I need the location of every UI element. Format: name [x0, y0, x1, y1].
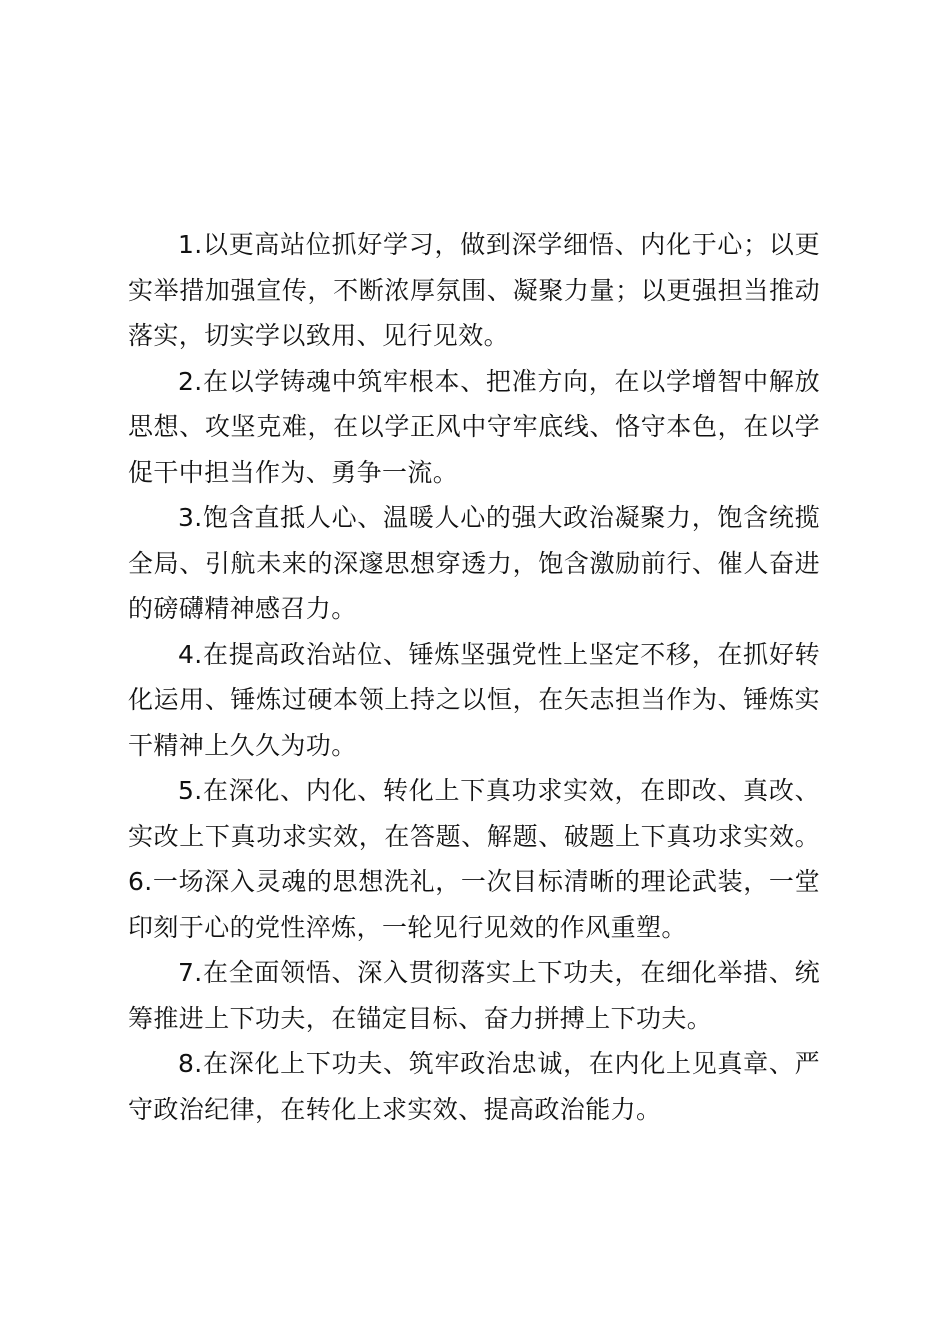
paragraph-2: 2.在以学铸魂中筑牢根本、把准方向，在以学增智中解放思想、攻坚克难，在以学正风中守牢底线、恪守本色，在以学促干中担当作为、勇争一流。: [128, 366, 820, 487]
paragraph-5: 5.在深化、内化、转化上下真功求实效，在即改、真改、实改上下真功求实效，在答题、解题、破题上下真功求实效。6.一场深入灵魂的思想洗礼，一次目标清晰的理论武装，一堂印刻于心的党性淬炼，一轮见行见效的作风重塑。: [128, 776, 820, 942]
paragraph-1: 1.以更高站位抓好学习，做到深学细悟、内化于心；以更实举措加强宣传，不断浓厚氛围、凝聚力量；以更强担当推动落实，切实学以致用、见行见效。: [128, 230, 820, 350]
document-body: [128, 222, 820, 1132]
paragraph-3: 3.饱含直抵人心、温暖人心的强大政治凝聚力，饱含统揽全局、引航未来的深邃思想穿透力，饱含激励前行、催人奋进的磅礴精神感召力。: [128, 503, 820, 623]
paragraph-7: 7.在全面领悟、深入贯彻落实上下功夫，在细化举措、统筹推进上下功夫，在锚定目标、奋力拼搏上下功夫。: [128, 958, 820, 1033]
paragraph-8: 8.在深化上下功夫、筑牢政治忠诚，在内化上见真章、严守政治纪律，在转化上求实效、提高政治能力。: [128, 1049, 820, 1124]
paragraph-4: 4.在提高政治站位、锤炼坚强党性上坚定不移，在抓好转化运用、锤炼过硬本领上持之以恒，在矢志担当作为、锤炼实干精神上久久为功。: [128, 639, 820, 760]
